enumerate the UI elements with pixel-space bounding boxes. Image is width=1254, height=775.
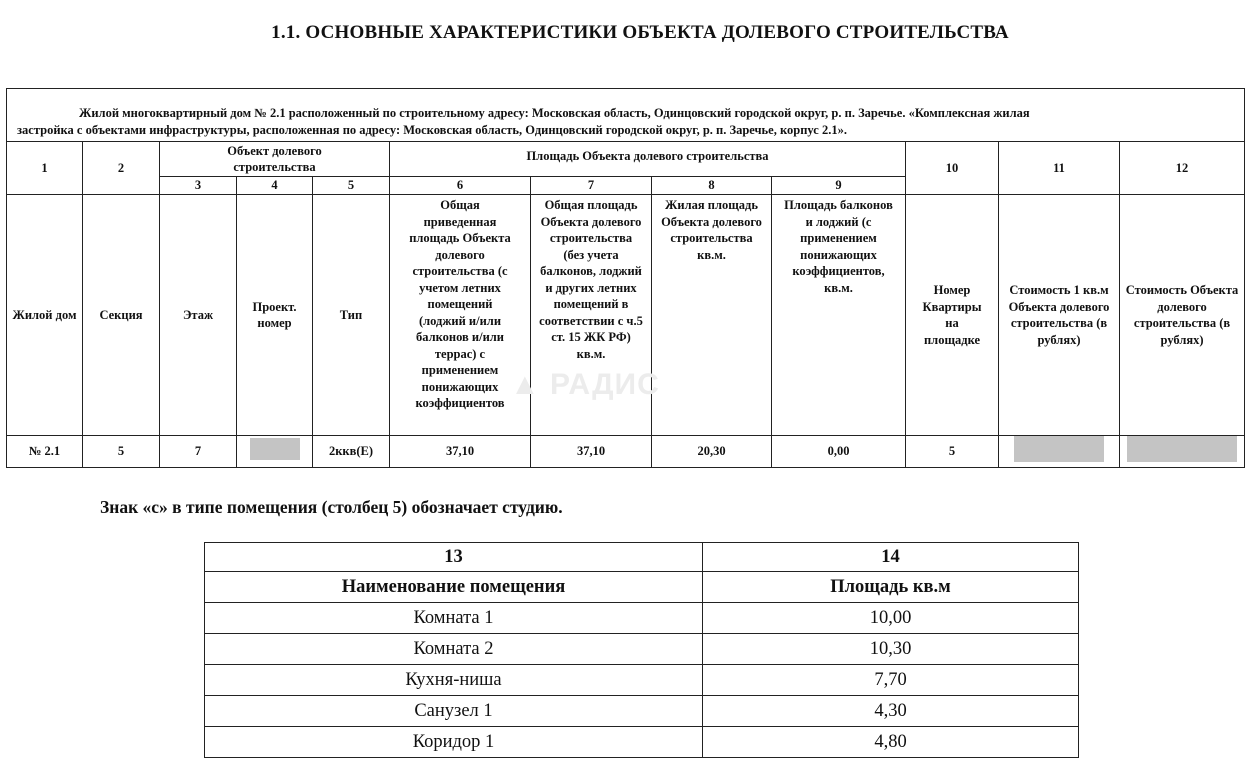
room-name: Коридор 1 <box>205 727 703 758</box>
col-num-10: 10 <box>906 142 999 195</box>
table-row <box>205 603 1079 634</box>
redacted-block <box>1014 436 1104 462</box>
redacted-block <box>1127 436 1237 462</box>
room-area: 4,80 <box>703 727 1079 758</box>
room-name-header: Наименование помещения <box>205 572 703 603</box>
document-title: 1.1. ОСНОВНЫЕ ХАРАКТЕРИСТИКИ ОБЪЕКТА ДОЛЕВОГО СТРОИТЕЛЬСТВА <box>271 22 1009 43</box>
col-num-12: 12 <box>1120 142 1245 195</box>
cell-price-per-sqm <box>999 436 1120 468</box>
col-num-13: 13 <box>205 543 703 572</box>
col-num-9: 9 <box>772 177 906 195</box>
room-name: Кухня-ниша <box>205 665 703 696</box>
table-row <box>205 696 1079 727</box>
cell-section: 5 <box>83 436 160 468</box>
main-characteristics-table <box>6 88 1245 468</box>
col-num-14: 14 <box>703 543 1079 572</box>
table-row <box>205 634 1079 665</box>
cell-living-area: 20,30 <box>652 436 772 468</box>
header-balcony-area: Площадь балконов и лоджий (с применением понижающих коэффициентов, кв.м. <box>772 195 906 436</box>
table-row <box>205 665 1079 696</box>
col-num-6: 6 <box>390 177 531 195</box>
col-num-4: 4 <box>237 177 313 195</box>
address-cell <box>7 89 1245 142</box>
header-apartment-number: Номер Квартиры на площадке <box>906 195 999 436</box>
cell-total-price <box>1120 436 1245 468</box>
header-reduced-area: Общая приведенная площадь Объекта долевого строительства (с учетом летних помещений (лоджий и/или балконов и/или террас) с применением понижающих коэффициентов <box>390 195 531 436</box>
room-name: Санузел 1 <box>205 696 703 727</box>
watermark: ▲ РАДИС <box>510 368 660 401</box>
header-project-number: Проект. номер <box>237 195 313 436</box>
room-area: 4,30 <box>703 696 1079 727</box>
col-num-1: 1 <box>7 142 83 195</box>
cell-total-area: 37,10 <box>531 436 652 468</box>
col-num-8: 8 <box>652 177 772 195</box>
table-row <box>205 727 1079 758</box>
group-area-header: Площадь Объекта долевого строительства <box>390 142 906 177</box>
header-total-price: Стоимость Объекта долевого строительства (в рублях) <box>1120 195 1245 436</box>
room-area: 7,70 <box>703 665 1079 696</box>
header-house: Жилой дом <box>7 195 83 436</box>
room-name: Комната 1 <box>205 603 703 634</box>
cell-house: № 2.1 <box>7 436 83 468</box>
header-total-area: Общая площадь Объекта долевого строительства (без учета балконов, лоджий и других летних помещений в соответствии с ч.5 ст. 15 ЖК РФ) кв.м. <box>531 195 652 436</box>
col-num-2: 2 <box>83 142 160 195</box>
redacted-block <box>250 438 300 460</box>
cell-type: 2ккв(Е) <box>313 436 390 468</box>
cell-reduced-area: 37,10 <box>390 436 531 468</box>
studio-note: Знак «с» в типе помещения (столбец 5) обозначает студию. <box>100 497 563 517</box>
header-type: Тип <box>313 195 390 436</box>
address-line-1: Жилой многоквартирный дом № 2.1 расположенный по строительному адресу: Московская область, Одинцовский городской округ, р. п. Заречье. «Комплексная жилая <box>79 106 1030 120</box>
cell-balcony-area: 0,00 <box>772 436 906 468</box>
col-num-5: 5 <box>313 177 390 195</box>
cell-floor: 7 <box>160 436 237 468</box>
room-area-header: Площадь кв.м <box>703 572 1079 603</box>
col-num-7: 7 <box>531 177 652 195</box>
group-object-header: Объект долевого строительства <box>160 142 390 177</box>
room-area: 10,30 <box>703 634 1079 665</box>
header-section: Секция <box>83 195 160 436</box>
room-area: 10,00 <box>703 603 1079 634</box>
col-num-11: 11 <box>999 142 1120 195</box>
cell-project-number <box>237 436 313 468</box>
rooms-table <box>204 542 1079 758</box>
header-living-area: Жилая площадь Объекта долевого строительства кв.м. <box>652 195 772 436</box>
address-line-2: застройка с объектами инфраструктуры, расположенная по адресу: Московская область, Одинцовский городской округ, р. п. Заречье, корпус 2.1». <box>17 123 847 137</box>
room-name: Комната 2 <box>205 634 703 665</box>
cell-apartment-number: 5 <box>906 436 999 468</box>
header-price-per-sqm: Стоимость 1 кв.м Объекта долевого строительства (в рублях) <box>999 195 1120 436</box>
col-num-3: 3 <box>160 177 237 195</box>
header-floor: Этаж <box>160 195 237 436</box>
